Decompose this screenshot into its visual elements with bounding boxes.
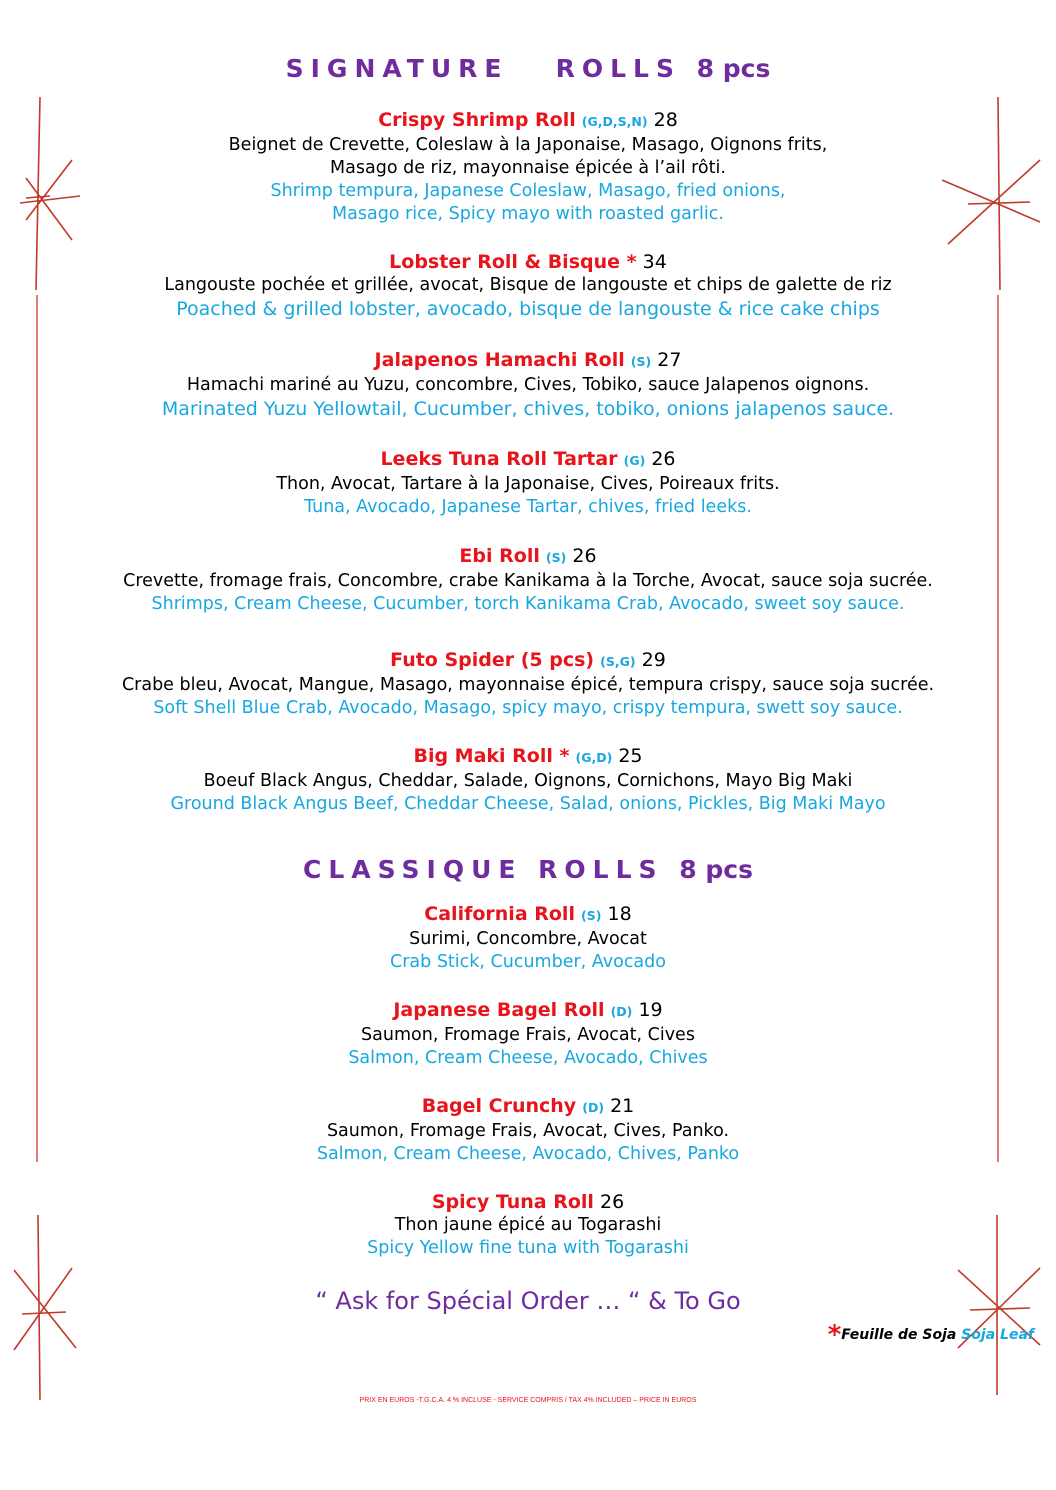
item-description-en: Salmon, Cream Cheese, Avocado, Chives <box>348 1048 708 1068</box>
item-description-en: Salmon, Cream Cheese, Avocado, Chives, Panko <box>316 1144 740 1164</box>
item-description-fr: Saumon, Fromage Frais, Avocat, Cives, Panko. <box>326 1121 730 1141</box>
item-name-line <box>0 998 1056 1024</box>
item-name-line <box>0 250 1056 274</box>
menu-item <box>0 1094 1056 1166</box>
item-name: Bagel Crunchy <box>421 1095 577 1117</box>
signature-rolls-title: SIGNATURE ROLLS 8 pcs <box>285 54 771 83</box>
item-name-line <box>0 648 1056 674</box>
item-description-en: Shrimp tempura, Japanese Coleslaw, Masago, fried onions, <box>270 181 786 201</box>
item-name: Lobster Roll & Bisque * <box>389 251 637 273</box>
item-name: Futo Spider (5 pcs) <box>390 649 595 671</box>
item-description-fr: Beignet de Crevette, Coleslaw à la Japonaise, Masago, Oignons frits, <box>228 135 828 155</box>
item-price: 34 <box>642 251 667 273</box>
item-name: Spicy Tuna Roll <box>431 1191 594 1213</box>
item-name-line <box>0 447 1056 473</box>
item-name: Big Maki Roll * <box>413 745 570 767</box>
menu-item <box>0 447 1056 519</box>
menu-item <box>0 998 1056 1070</box>
item-description-en: Masago rice, Spicy mayo with roasted garlic. <box>332 204 724 224</box>
item-allergens: (D) <box>582 1100 605 1115</box>
item-name-line <box>0 1190 1056 1214</box>
menu-item <box>0 250 1056 322</box>
item-name-line <box>0 902 1056 928</box>
menu-item <box>0 744 1056 816</box>
menu-item <box>0 648 1056 720</box>
item-price: 21 <box>610 1095 635 1117</box>
item-name: Jalapenos Hamachi Roll <box>374 349 625 371</box>
item-name: Ebi Roll <box>459 545 540 567</box>
special-order-note: “ Ask for Spécial Order … “ & To Go <box>315 1287 741 1315</box>
item-price: 26 <box>572 545 597 567</box>
item-name: Leeks Tuna Roll Tartar <box>380 448 618 470</box>
item-price: 19 <box>638 999 663 1021</box>
item-description-fr: Hamachi mariné au Yuzu, concombre, Cives, Tobiko, sauce Jalapenos oignons. <box>186 375 870 395</box>
item-description-fr: Surimi, Concombre, Avocat <box>409 929 647 949</box>
item-allergens: (G,D,S,N) <box>581 114 648 129</box>
menu-item <box>0 544 1056 616</box>
classique-rolls-title: CLASSIQUE ROLLS 8 pcs <box>303 855 753 884</box>
item-description-fr: Masago de riz, mayonnaise épicée à l’ail rôti. <box>330 158 726 178</box>
item-description-en: Shrimps, Cream Cheese, Cucumber, torch Kanikama Crab, Avocado, sweet soy sauce. <box>151 594 905 614</box>
item-description-fr: Langouste pochée et grillée, avocat, Bisque de langouste et chips de galette de riz <box>164 275 892 295</box>
menu-item <box>0 348 1056 422</box>
item-allergens: (D) <box>610 1004 633 1019</box>
soja-leaf-note: *Feuille de Soja Soja Leaf <box>827 1320 1034 1350</box>
item-description-fr: Thon, Avocat, Tartare à la Japonaise, Cives, Poireaux frits. <box>276 474 780 494</box>
item-name: Japanese Bagel Roll <box>393 999 605 1021</box>
item-name: Crispy Shrimp Roll <box>378 109 576 131</box>
item-price: 26 <box>600 1191 625 1213</box>
item-description-en: Tuna, Avocado, Japanese Tartar, chives, fried leeks. <box>304 497 752 517</box>
item-allergens: (S) <box>630 354 652 369</box>
item-description-en: Marinated Yuzu Yellowtail, Cucumber, chives, tobiko, onions jalapenos sauce. <box>161 398 895 420</box>
item-name-line <box>0 108 1056 134</box>
item-allergens: (G) <box>623 453 646 468</box>
item-price: 18 <box>607 903 632 925</box>
item-name: California Roll <box>424 903 575 925</box>
item-allergens: (S,G) <box>600 654 636 669</box>
item-price: 26 <box>651 448 676 470</box>
item-price: 27 <box>657 349 682 371</box>
item-description-en: Soft Shell Blue Crab, Avocado, Masago, spicy mayo, crispy tempura, swett soy sauce. <box>153 698 903 718</box>
item-description-fr: Saumon, Fromage Frais, Avocat, Cives <box>361 1025 695 1045</box>
price-footer: PRIX EN EUROS -T.G.C.A. 4 % INCLUSE - SERVICE COMPRIS / TAX 4% INCLUDED – PRICE IN EUROS <box>359 1397 697 1404</box>
item-description-fr: Crabe bleu, Avocat, Mangue, Masago, mayonnaise épicé, tempura crispy, sauce soja sucrée. <box>121 675 935 695</box>
item-name-line <box>0 544 1056 570</box>
item-description-fr: Thon jaune épicé au Togarashi <box>394 1215 662 1235</box>
menu-item <box>0 1190 1056 1260</box>
item-price: 29 <box>641 649 666 671</box>
item-allergens: (S) <box>581 908 602 923</box>
item-price: 28 <box>653 109 678 131</box>
item-name-line <box>0 1094 1056 1120</box>
item-name-line <box>0 348 1056 374</box>
item-allergens: (G,D) <box>575 750 613 765</box>
item-allergens: (S) <box>545 550 567 565</box>
item-description-en: Poached & grilled lobster, avocado, bisque de langouste & rice cake chips <box>176 298 880 320</box>
item-description-en: Spicy Yellow fine tuna with Togarashi <box>367 1238 689 1258</box>
item-name-line <box>0 744 1056 770</box>
item-description-fr: Boeuf Black Angus, Cheddar, Salade, Oignons, Cornichons, Mayo Big Maki <box>203 771 853 791</box>
item-price: 25 <box>618 745 643 767</box>
item-description-en: Ground Black Angus Beef, Cheddar Cheese, Salad, onions, Pickles, Big Maki Mayo <box>170 794 886 814</box>
menu-item <box>0 902 1056 974</box>
item-description-fr: Crevette, fromage frais, Concombre, crabe Kanikama à la Torche, Avocat, sauce soja sucrée. <box>123 571 933 591</box>
item-description-en: Crab Stick, Cucumber, Avocado <box>390 952 666 972</box>
menu-item <box>0 108 1056 226</box>
